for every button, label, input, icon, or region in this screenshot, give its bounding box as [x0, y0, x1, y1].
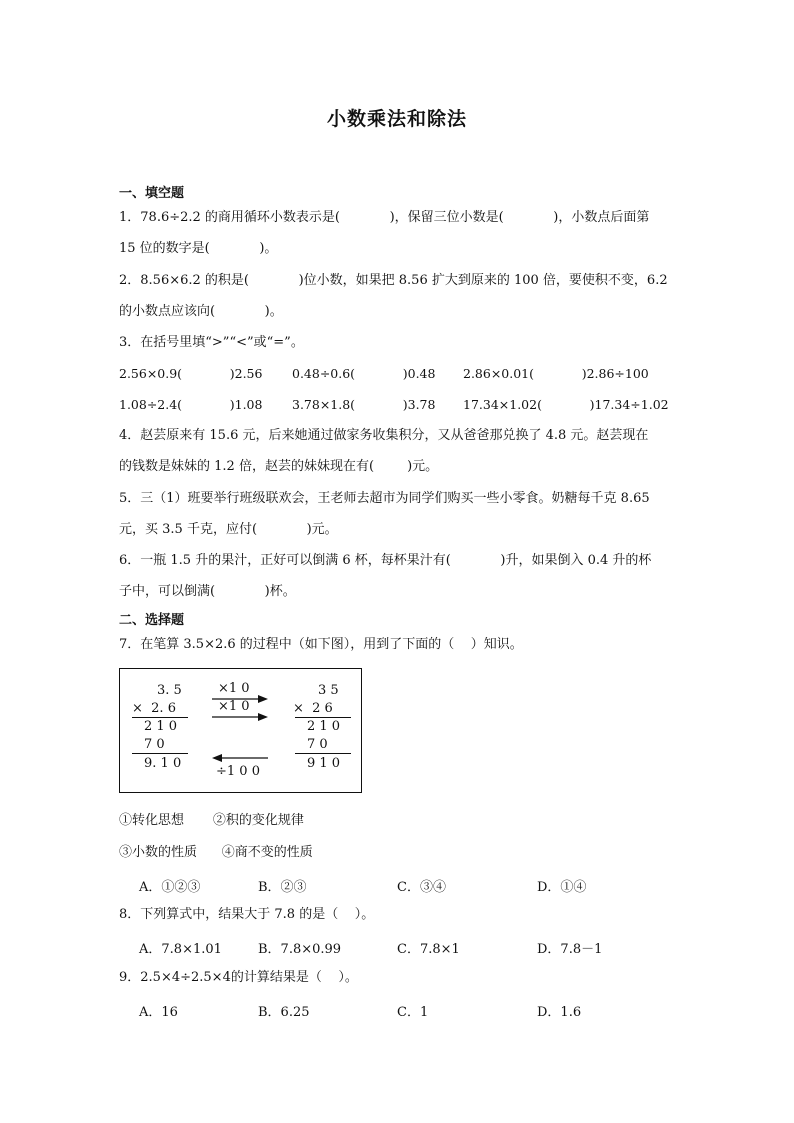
right-rule-2	[295, 753, 351, 754]
right-arrow-icon	[210, 712, 270, 722]
option-a[interactable]: A．16	[139, 1005, 178, 1020]
question-2-line-2: 的小数点应该向( )。	[119, 304, 283, 319]
compare-item: 2.86×0.01( )2.86÷100	[463, 366, 649, 381]
arrow-label-divide-100: ÷1 0 0	[216, 764, 260, 779]
left-partial-1: 2 1 0	[144, 719, 178, 734]
option-b[interactable]: B．7.8×0.99	[258, 942, 342, 957]
arrow-label-times-10: ×1 0	[218, 681, 250, 696]
page-title: 小数乘法和除法	[326, 108, 467, 130]
option-b[interactable]: B．②③	[258, 880, 307, 895]
question-3: 3．在括号里填“>”“<”或“=”。	[119, 335, 304, 350]
compare-item: 2.56×0.9( )2.56	[119, 366, 263, 381]
option-d[interactable]: D．7.8－1	[537, 942, 603, 957]
right-partial-1: 2 1 0	[307, 719, 341, 734]
question-4-line-1: 4．赵芸原来有 15.6 元，后来她通过做家务收集积分，又从爸爸那兑换了 4.8 元。赵芸现在	[119, 428, 649, 443]
question-9: 9．2.5×4÷2.5×4的计算结果是（ ）。	[119, 970, 358, 985]
left-rule-1	[132, 717, 188, 718]
question-7: 7．在笔算 3.5×2.6 的过程中（如下图），用到了下面的（ ）知识。	[119, 637, 523, 652]
question-1-line-1: 1．78.6÷2.2 的商用循环小数表示是( )，保留三位小数是( )，小数点后面第	[119, 210, 650, 225]
compare-item: 0.48÷0.6( )0.48	[292, 366, 436, 381]
option-c[interactable]: C．7.8×1	[397, 942, 460, 957]
left-arrow-icon	[210, 753, 270, 763]
left-multiplicand: 3. 5	[157, 683, 182, 698]
arrow-label-times-10: ×1 0	[218, 699, 250, 714]
question-7-note-1: ①转化思想 ②积的变化规律	[119, 813, 304, 828]
question-5-line-1: 5．三（1）班要举行班级联欢会，王老师去超市为同学们购买一些小零食。奶糖每千克 8.65	[119, 491, 650, 506]
left-rule-2	[132, 753, 188, 754]
question-6-line-2: 子中，可以倒满( )杯。	[119, 584, 296, 599]
question-4-line-2: 的钱数是妹妹的 1.2 倍，赵芸的妹妹现在有( )元。	[119, 459, 439, 474]
right-partial-2: 7 0	[307, 737, 328, 752]
question-1-line-2: 15 位的数字是( )。	[119, 241, 278, 256]
option-a[interactable]: A．①②③	[139, 880, 201, 895]
left-partial-2: 7 0	[144, 737, 165, 752]
compare-item: 1.08÷2.4( )1.08	[119, 397, 263, 412]
option-c[interactable]: C．③④	[397, 880, 446, 895]
question-7-note-2: ③小数的性质 ④商不变的性质	[119, 845, 313, 860]
left-multiplier: × 2. 6	[132, 701, 176, 716]
left-product: 9. 1 0	[144, 756, 182, 771]
vertical-multiplication-figure	[119, 668, 362, 793]
compare-item: 3.78×1.8( )3.78	[292, 397, 436, 412]
section-choice: 二、选择题	[119, 613, 185, 628]
question-2-line-1: 2．8.56×6.2 的积是( )位小数，如果把 8.56 扩大到原来的 100 倍，要使积不变，6.2	[119, 273, 668, 288]
option-b[interactable]: B．6.25	[258, 1005, 310, 1020]
right-product: 9 1 0	[307, 756, 341, 771]
section-fill-blank: 一、填空题	[119, 186, 185, 201]
question-6-line-1: 6．一瓶 1.5 升的果汁，正好可以倒满 6 杯，每杯果汁有( )升，如果倒入 0.4 升的杯	[119, 553, 652, 568]
right-multiplicand: 3 5	[318, 683, 339, 698]
option-a[interactable]: A．7.8×1.01	[139, 942, 222, 957]
question-8: 8．下列算式中，结果大于 7.8 的是（ ）。	[119, 907, 375, 922]
compare-item: 17.34×1.02( )17.34÷1.02	[463, 397, 669, 412]
right-multiplier: × 2 6	[293, 701, 333, 716]
option-d[interactable]: D．①④	[537, 880, 587, 895]
right-rule-1	[295, 717, 351, 718]
option-c[interactable]: C．1	[397, 1005, 429, 1020]
question-5-line-2: 元，买 3.5 千克，应付( )元。	[119, 522, 338, 537]
option-d[interactable]: D．1.6	[537, 1005, 582, 1020]
